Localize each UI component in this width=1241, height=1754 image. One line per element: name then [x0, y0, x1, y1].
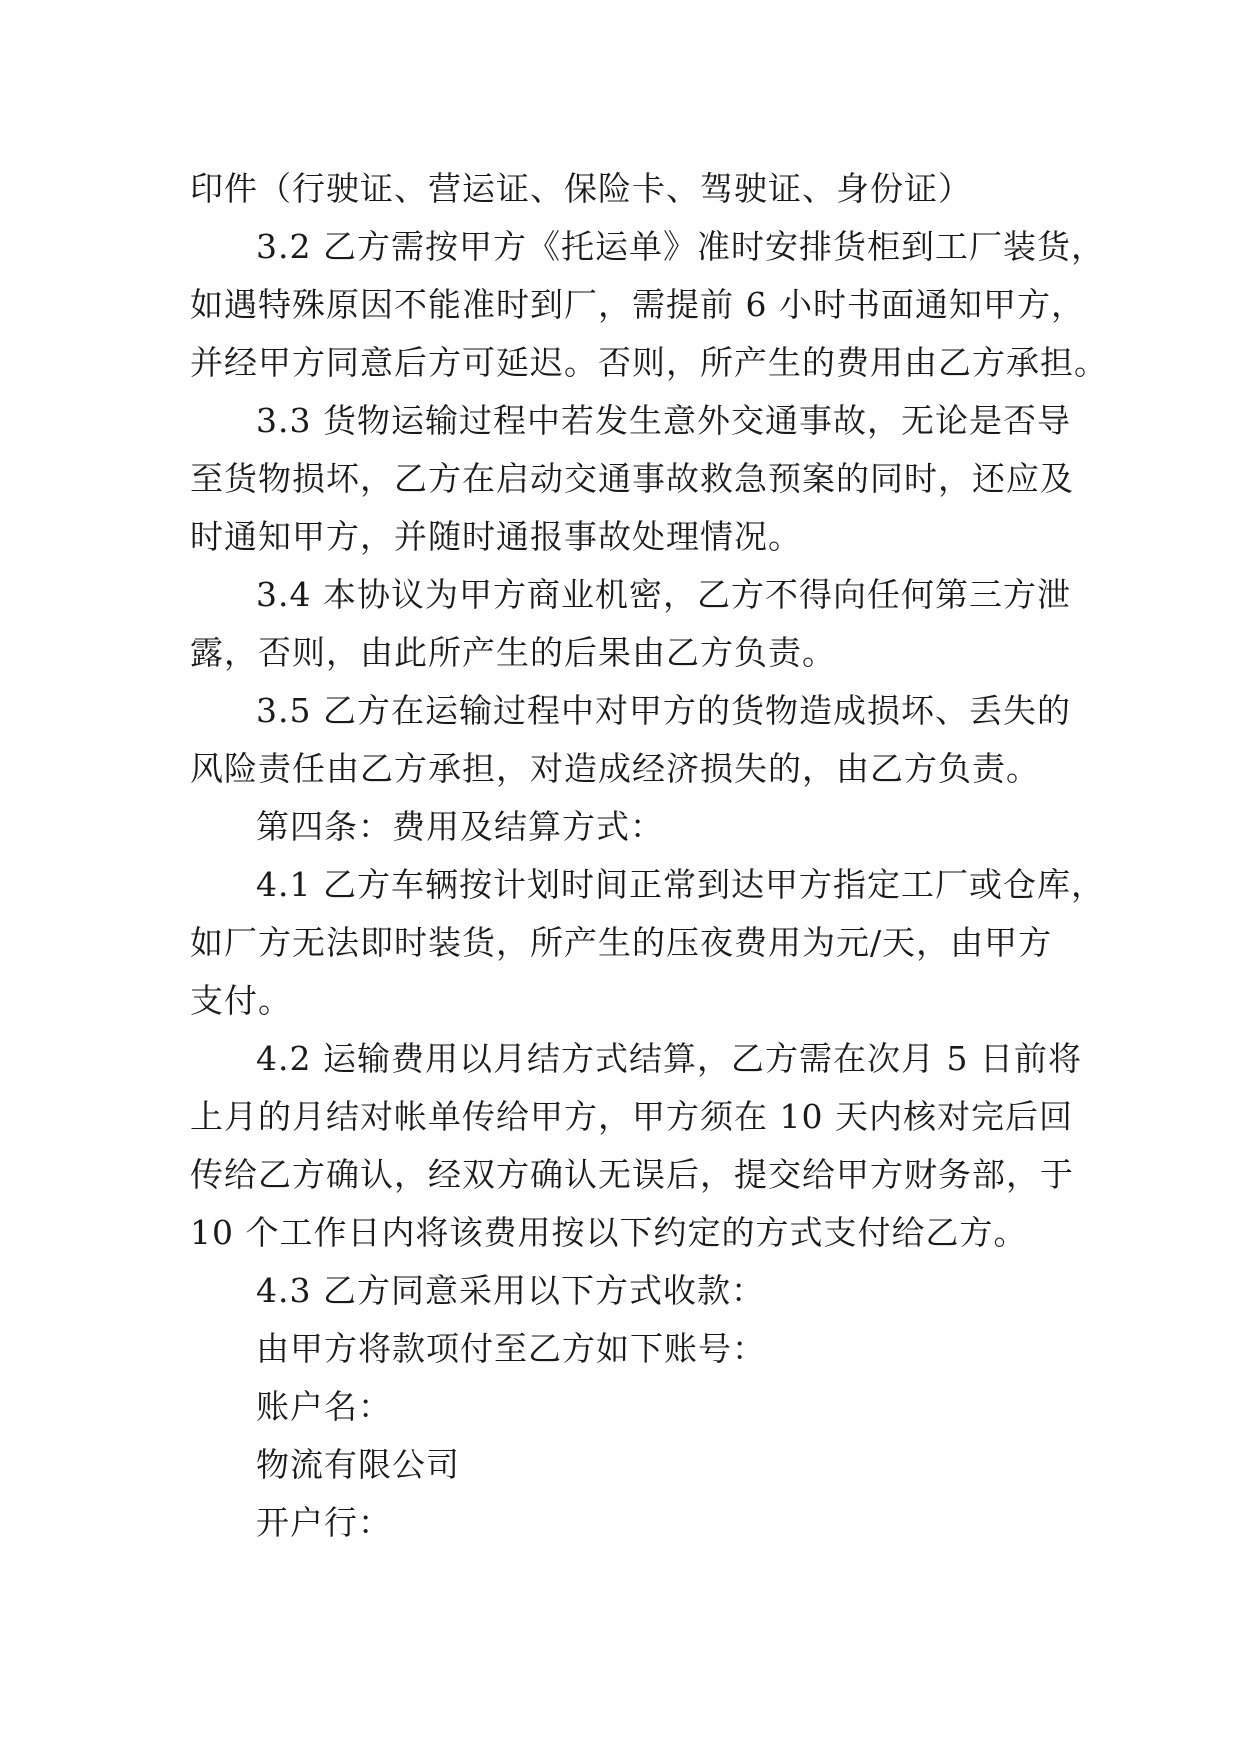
clause-3-3-line: 3.3 货物运输过程中若发生意外交通事故，无论是否导	[256, 401, 1071, 440]
text-line: 露，否则，由此所产生的后果由乙方负责。	[190, 633, 836, 672]
clause-3-5-line: 3.5 乙方在运输过程中对甲方的货物造成损坏、丢失的	[256, 691, 1071, 730]
payment-instruction-line: 由甲方将款项付至乙方如下账号：	[256, 1329, 766, 1368]
text-line: 支付。	[190, 981, 292, 1020]
text-line: 印件（行驶证、营运证、保险卡、驾驶证、身份证）	[190, 169, 972, 208]
text-line: 如遇特殊原因不能准时到厂，需提前 6 小时书面通知甲方，	[190, 285, 1085, 324]
text-line: 至货物损坏，乙方在启动交通事故救急预案的同时，还应及	[190, 459, 1074, 498]
clause-3-4-line: 3.4 本协议为甲方商业机密，乙方不得向任何第三方泄	[256, 575, 1071, 614]
text-line: 传给乙方确认，经双方确认无误后，提交给甲方财务部，于	[190, 1155, 1074, 1194]
account-name-value: 物流有限公司	[256, 1445, 460, 1484]
clause-4-3-line: 4.3 乙方同意采用以下方式收款：	[256, 1271, 765, 1310]
text-line: 如厂方无法即时装货，所产生的压夜费用为元/天，由甲方	[190, 923, 1053, 962]
text-line: 风险责任由乙方承担，对造成经济损失的，由乙方负责。	[190, 749, 1040, 788]
text-line: 上月的月结对帐单传给甲方，甲方须在 10 天内核对完后回	[190, 1097, 1073, 1136]
document-page	[190, 160, 1108, 1552]
clause-3-2-line: 3.2 乙方需按甲方《托运单》准时安排货柜到工厂装货，	[256, 227, 1105, 266]
account-name-label: 账户名：	[256, 1387, 392, 1426]
text-line: 10 个工作日内将该费用按以下约定的方式支付给乙方。	[190, 1213, 1028, 1252]
clause-4-2-line: 4.2 运输费用以月结方式结算，乙方需在次月 5 日前将	[256, 1039, 1082, 1078]
clause-4-1-line: 4.1 乙方车辆按计划时间正常到达甲方指定工厂或仓库，	[256, 865, 1105, 904]
text-line: 时通知甲方，并随时通报事故处理情况。	[190, 517, 802, 556]
bank-label: 开户行：	[256, 1503, 392, 1542]
text-line: 并经甲方同意后方可延迟。否则，所产生的费用由乙方承担。	[190, 343, 1108, 382]
article-4-heading: 第四条：费用及结算方式：	[256, 807, 664, 846]
